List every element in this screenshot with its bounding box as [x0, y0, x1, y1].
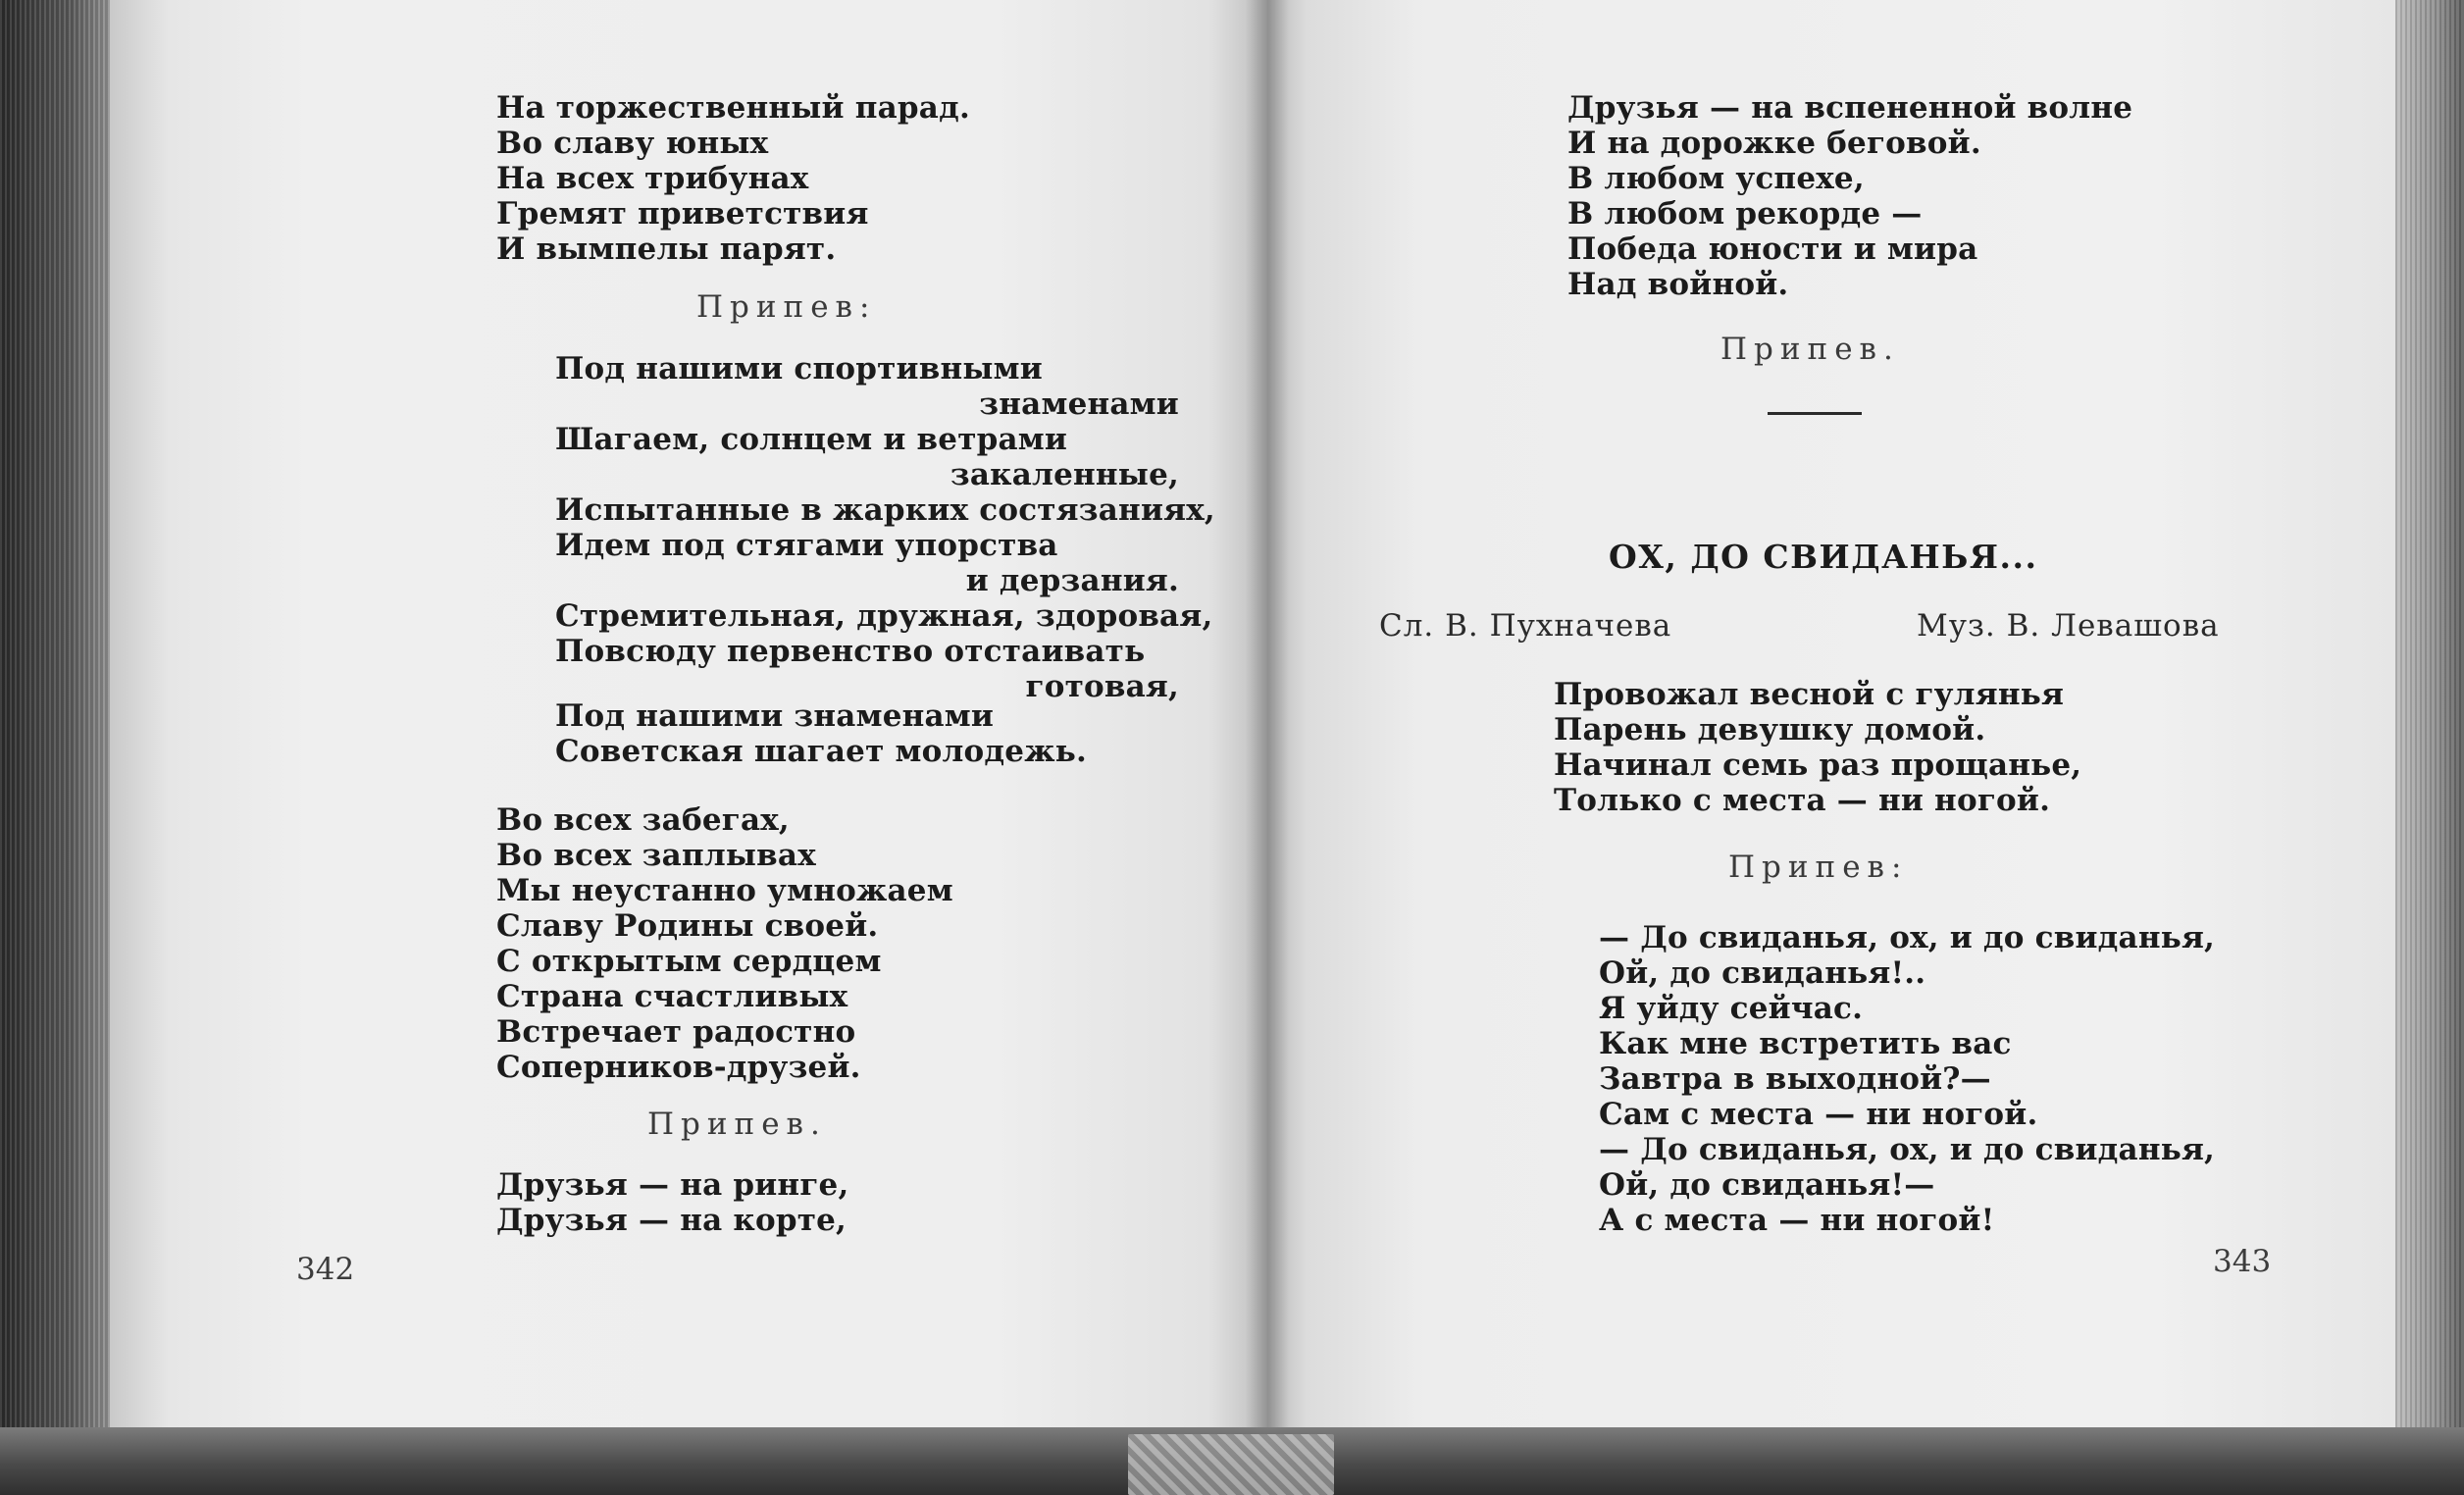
song-chorus-line: А с места — ни ногой! — [1599, 1203, 1995, 1238]
pripev-label: Припев: — [1728, 850, 1909, 885]
verse-line: Друзья — на корте, — [496, 1203, 847, 1238]
song-chorus-line: Ой, до свиданья!.. — [1599, 955, 1926, 991]
pripev-label: Припев. — [647, 1107, 827, 1142]
song-verse-line: Провожал весной с гулянья — [1554, 677, 2065, 712]
song-chorus-line: — До свиданья, ох, и до свиданья, — [1599, 1132, 2216, 1167]
song-chorus-line: Как мне встретить вас — [1599, 1026, 2012, 1061]
verse-line: Во славу юных — [496, 126, 769, 161]
verse-line: Во всех заплывах — [496, 838, 816, 873]
page-number-right: 343 — [2213, 1244, 2272, 1279]
song-chorus-line: Я уйду сейчас. — [1599, 991, 1864, 1026]
pripev-label: Припев. — [1720, 332, 1900, 367]
chorus-line: знаменами — [979, 387, 1179, 422]
book-edge-left — [0, 0, 116, 1495]
song-chorus-line: Сам с места — ни ногой. — [1599, 1097, 2038, 1132]
chorus-line: Советская шагает молодежь. — [555, 734, 1087, 769]
music-credit: Муз. В. Левашова — [1917, 608, 2220, 644]
verse-line: Во всех забегах, — [496, 802, 790, 838]
song-verse-line: Только с места — ни ногой. — [1554, 783, 2051, 818]
lyrics-credit: Сл. В. Пухначева — [1379, 608, 1672, 644]
chorus-line: Под нашими спортивными — [555, 351, 1043, 387]
section-divider — [1768, 412, 1862, 415]
song-verse-line: Начинал семь раз прощанье, — [1554, 748, 2082, 783]
verse-line: Встречает радостно — [496, 1014, 856, 1050]
chorus-line: Испытанные в жарких состязаниях, — [555, 492, 1215, 528]
bookmark-ribbon — [1128, 1434, 1334, 1495]
verse-line: На всех трибунах — [496, 161, 809, 196]
song-chorus-line: Завтра в выходной?— — [1599, 1061, 1991, 1097]
chorus-line: закаленные, — [950, 457, 1179, 492]
page-number-left: 342 — [296, 1252, 355, 1287]
book-edge-right — [2395, 0, 2464, 1495]
chorus-line: Шагаем, солнцем и ветрами — [555, 422, 1068, 457]
book-gutter — [1246, 0, 1289, 1452]
verse-line: В любом рекорде — — [1567, 196, 1923, 232]
verse-line: Над войной. — [1567, 267, 1789, 302]
pripev-label: Припев: — [696, 289, 877, 325]
verse-line: Славу Родины своей. — [496, 908, 879, 944]
chorus-line: Под нашими знаменами — [555, 698, 995, 734]
verse-line: И на дорожке беговой. — [1567, 126, 1981, 161]
verse-line: Мы неустанно умножаем — [496, 873, 953, 908]
song-chorus-line: Ой, до свиданья!— — [1599, 1167, 1935, 1203]
verse-line: В любом успехе, — [1567, 161, 1865, 196]
song-chorus-line: — До свиданья, ох, и до свиданья, — [1599, 920, 2216, 955]
chorus-line: Повсюду первенство отстаивать — [555, 634, 1146, 669]
verse-line: Победа юности и мира — [1567, 232, 1978, 267]
chorus-line: готовая, — [1025, 669, 1179, 704]
verse-line: Друзья — на вспененной волне — [1567, 90, 2133, 126]
song-verse-line: Парень девушку домой. — [1554, 712, 1986, 748]
chorus-line: Стремительная, дружная, здоровая, — [555, 598, 1213, 634]
verse-line: Гремят приветствия — [496, 196, 869, 232]
verse-line: И вымпелы парят. — [496, 232, 837, 267]
verse-line: Страна счастливых — [496, 979, 848, 1014]
verse-line: С открытым сердцем — [496, 944, 882, 979]
verse-line: Друзья — на ринге, — [496, 1167, 849, 1203]
verse-line: Соперников-друзей. — [496, 1050, 861, 1085]
song-title: ОХ, ДО СВИДАНЬЯ... — [1609, 538, 2038, 576]
verse-line: На торжественный парад. — [496, 90, 970, 126]
chorus-line: Идем под стягами упорства — [555, 528, 1058, 563]
chorus-line: и дерзания. — [965, 563, 1179, 598]
